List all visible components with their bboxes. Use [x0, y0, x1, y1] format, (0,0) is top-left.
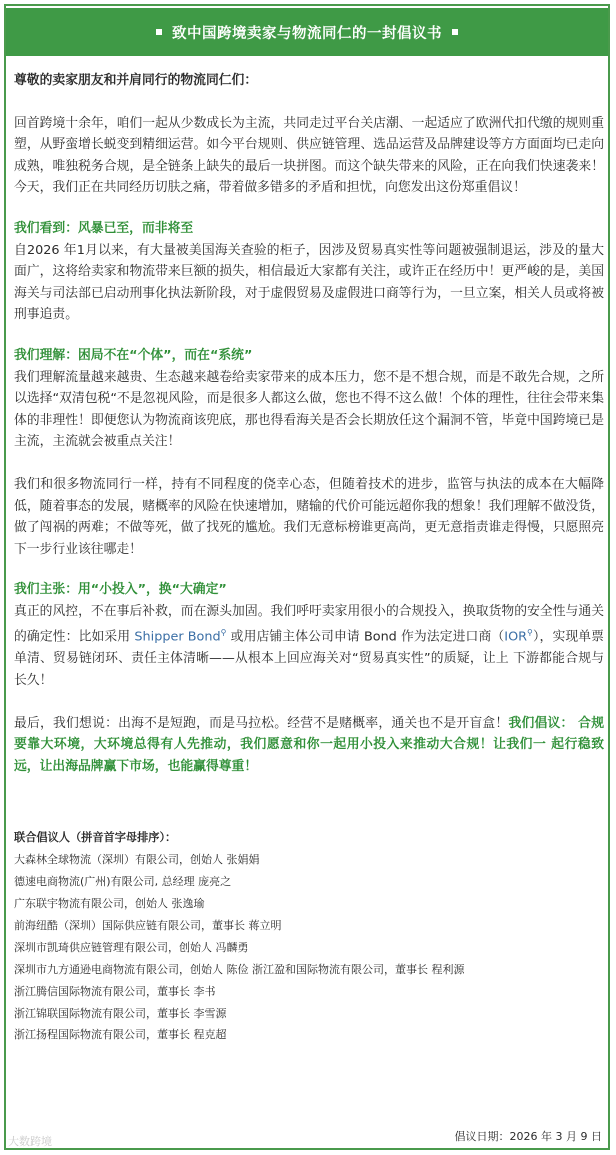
signatory-item: 大森林全球物流（深圳）有限公司，创始人 张娟娟: [14, 853, 260, 867]
signatory-item: 前海纽酷（深圳）国际供应链有限公司，董事长 蒋立明: [14, 918, 282, 932]
square-bullet-icon: [452, 29, 458, 35]
section-heading-see: 我们看到：风暴已至，而非将至: [14, 220, 194, 236]
section-body-propose: [14, 601, 604, 692]
letter-body: [14, 70, 604, 1046]
square-bullet-icon: [156, 29, 162, 35]
closing-bold-text: 我们倡议： 合规要靠大环境，大环境总得有人先推动，我们愿意和你一起用小投入来推动大合规！让我们一 起行稳致远，让出海品牌赢下市场，也能赢得尊重！: [14, 715, 604, 774]
section-body-see: 自2026 年1月以来，有大量被美国海关查验的柜子，因涉及贸易真实性等问题被强制退运，涉及的量大面广，这将给卖家和物流带来巨额的损失，相信最近大家都有关注，或许正在经历中！更严峻的是，美国海关与司法部已启动刑事化执法新阶段，对于虚假贸易及虚假进口商等行为，一旦立案，相关人员或将被刑事追责。: [14, 242, 604, 323]
closing-paragraph: [14, 713, 604, 778]
propose-text-b: 或用店铺主体公司申请 Bond 作为法定进口商（: [226, 629, 505, 645]
signatory-item: 浙江腾信国际物流有限公司，董事长 李书: [14, 984, 216, 998]
propose-text-c: ），实现单票单清、贸易链闭环、责任主体清晰——从根本上回应海关对“贸易真实性”的质疑，让上 下游都能合规与长久！: [14, 629, 604, 688]
ior-link[interactable]: IOR: [504, 629, 528, 645]
search-icon: ⚲: [220, 628, 227, 638]
signatory-item: 德速电商物流(广州)有限公司, 总经理 庞亮之: [14, 875, 232, 889]
closing-normal-text: 最后，我们想说：出海不是短跑，而是马拉松。经营不是赌概率，通关也不是开盲盒！: [14, 715, 509, 731]
intro-paragraph: 回首跨境十余年，咱们一起从少数成长为主流，共同走过平台关店潮、一起适应了欧洲代扣代缴的规则重塑，从野蛮增长蜕变到精细运营。如今平台规则、供应链管理、选品运营及品牌建设等方方面面均已走向成熟，唯独税务合规，是全链条上缺失的最后一块拼图。而这个缺失带来的风险，正在向我们快速袭来！今天，我们正在共同经历切肤之痛，带着做多错多的矛盾和担忧，向您发出这份郑重倡议！: [14, 115, 604, 196]
signatories-block: [14, 827, 604, 1046]
signatory-item: 浙江扬程国际物流有限公司，董事长 程克超: [14, 1028, 227, 1042]
signatory-item: 深圳市九方通逊电商物流有限公司，创始人 陈俭 浙江盈和国际物流有限公司，董事长 程利源: [14, 962, 465, 976]
title-banner: [6, 8, 608, 56]
signatory-item: 深圳市凯琦供应链管理有限公司，创始人 冯麟勇: [14, 940, 249, 954]
section-heading-understand: 我们理解：困局不在“个体”，而在“系统”: [14, 347, 253, 363]
section-heading-propose: 我们主张：用“小投入”，换“大确定”: [14, 582, 227, 598]
signatory-item: 广东联宇物流有限公司，创始人 张逸瑜: [14, 897, 205, 911]
watermark: 大数跨境: [8, 1135, 52, 1148]
signatory-item: 浙江锦联国际物流有限公司，董事长 李雪源: [14, 1006, 227, 1020]
propose-text-a: 真正的风控，不在事后补救，而在源头加固。我们呼吁卖家用很小的合规投入，换取货物的安全性与通关的确定性：比如采用: [14, 603, 604, 645]
signatories-title: 联合倡议人（拼音首字母排序）：: [14, 831, 177, 845]
greeting: 尊敬的卖家朋友和并肩同行的物流同仁们：: [14, 73, 258, 88]
letter-date: 倡议日期：2026 年 3 月 9 日: [454, 1130, 602, 1143]
search-icon: ⚲: [527, 628, 533, 638]
section-body-understand-1: 我们理解流量越来越贵、生态越来越卷给卖家带来的成本压力，您不是不想合规，而是不敢先合规，之所以选择“双清包税“不是忽视风险，而是很多人都这么做，您也不得不这么做！个体的理性，往往会带来集体的非理性！即便您认为物流商该兜底，那也得看海关是否会长期放任这个漏洞不管，毕竟中国跨境已是主流，主流就会被重点关注！: [14, 369, 604, 450]
section-body-understand-2: 我们和很多物流同行一样，持有不同程度的侥幸心态，但随着技术的进步，监管与执法的成本在大幅降低，随着事态的发展，赌概率的风险在快速增加，赌输的代价可能远超你我的想象！我们理解不做没货，做了闯祸的两难；不做等死，做了找死的尴尬。我们无意标榜谁更高尚，更无意指责谁走得慢，只愿照亮下一步行业该往哪走！: [14, 476, 604, 557]
shipper-bond-link[interactable]: Shipper Bond: [134, 629, 221, 645]
banner-title: 致中国跨境卖家与物流同仁的一封倡议书: [172, 25, 442, 42]
